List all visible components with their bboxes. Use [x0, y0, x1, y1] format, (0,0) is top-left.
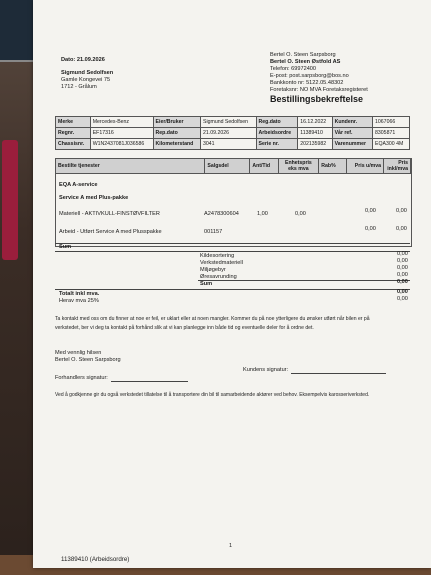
total-row-label: Sum: [200, 281, 213, 287]
line-item-ex: 0,00: [365, 208, 376, 214]
line-item-desc: Materiell - AKTIVKULL-FINSTØVFILTER: [59, 211, 160, 217]
line-item-unit: 0,00: [295, 211, 306, 217]
col-header: Pris u/mva: [347, 159, 384, 174]
contact-paragraph: verkstedet, ber vi deg ta kontakt på forhånd slik at vi kan planlegge inn både tid og eventuelle deler for å ordne det.: [55, 325, 314, 331]
customer-city: 1712 - Grålum: [61, 84, 97, 90]
lines-sum-label: Sum: [59, 244, 72, 250]
vehicle-value: Sigmund Sedolfsen: [201, 117, 257, 128]
vehicle-value: 11389410: [298, 128, 332, 139]
line-item-part: 001157: [204, 229, 223, 235]
table-row: [56, 139, 410, 150]
divider: [55, 251, 410, 252]
background-object: [2, 140, 18, 260]
vehicle-label: Chassisnr.: [56, 139, 91, 150]
dealer-phone: Telefon: 69972400: [270, 66, 317, 72]
table-row: [56, 117, 410, 128]
document-page: [33, 0, 431, 568]
vehicle-label: Serie nr.: [256, 139, 298, 150]
col-header: Salgsdel: [205, 159, 250, 174]
total-row-value: 0,00: [397, 265, 408, 271]
service-subgroup: Service A med Plus-pakke: [59, 195, 129, 201]
dealer-name: Bertel O. Steen Sarpsborg: [270, 52, 336, 58]
table-row: [56, 128, 410, 139]
dealer-signature-line: [111, 381, 188, 382]
vehicle-label: Kundenr.: [332, 117, 372, 128]
grand-total-label: Totalt inkl mva.: [59, 291, 100, 297]
line-item-inc: 0,00: [396, 208, 407, 214]
vehicle-value: 16.12.2022: [298, 117, 332, 128]
dealer-org: Foretaksnr: NO MVA Foretaksregisteret: [270, 87, 368, 93]
line-item-ex: 0,00: [365, 226, 376, 232]
vehicle-value: EF17316: [90, 128, 153, 139]
dealer-company: Bertel O. Steen Østfold AS: [270, 59, 341, 65]
vehicle-info-table: [55, 116, 410, 150]
divider: [198, 280, 410, 281]
vehicle-label: Regnr.: [56, 128, 91, 139]
dealer-bank: Bankkonto nr: 5122.05.48302: [270, 80, 344, 86]
vehicle-value: 3041: [201, 139, 257, 150]
vehicle-label: Rep.dato: [153, 128, 200, 139]
vehicle-value: 21.09.2026: [201, 128, 257, 139]
customer-name: Sigmund Sedolfsen: [61, 70, 114, 76]
greeting-org: Bertel O. Steen Sarpsborg: [55, 357, 121, 363]
col-header: Rab%: [319, 159, 347, 174]
document-title: Bestillingsbekreftelse: [270, 94, 364, 104]
vehicle-label: Reg.dato: [256, 117, 298, 128]
total-row-label: Verkstedmateriell: [200, 260, 243, 266]
vehicle-label: Kilometerstand: [153, 139, 200, 150]
col-header: Pris inkl/mva: [384, 159, 411, 174]
vehicle-label: Eier/Bruker: [153, 117, 200, 128]
col-header: Bestilte tjenester: [56, 159, 205, 174]
divider: [55, 289, 410, 290]
vehicle-label: Arbeidsordre: [256, 128, 298, 139]
dealer-signature-label: Forhandlers signatur:: [55, 375, 108, 381]
dealer-email: E-post: post.sarpsborg@bos.no: [270, 73, 349, 79]
greeting: Med vennlig hilsen: [55, 350, 102, 356]
total-row-value: 0,00: [397, 272, 408, 278]
line-item-inc: 0,00: [396, 226, 407, 232]
vehicle-value: 8305871: [373, 128, 410, 139]
line-item-qty: 1,00: [257, 211, 268, 217]
vehicle-label: Varenummer: [332, 139, 372, 150]
line-item-desc: Arbeid - Utført Service A med Plusspakke: [59, 229, 162, 235]
total-row-label: Kildesortering: [200, 253, 235, 259]
customer-street: Gamle Kongevei 75: [61, 77, 111, 83]
total-row-value: 0,00: [397, 279, 408, 285]
total-row-value: 0,00: [397, 258, 408, 264]
contact-paragraph: Ta kontakt med oss om du finner at noe er feil, er uklart eller at noen mangler. Kommer du på noe ytterligere du ønsker utført når bilen er på: [55, 316, 370, 322]
line-item-part: A2478300604: [204, 211, 239, 217]
document-date: Dato: 21.09.2026: [61, 57, 105, 63]
total-row-value: 0,00: [397, 251, 408, 257]
vehicle-value: EQA300 4M: [373, 139, 410, 150]
service-group: EQA A-service: [59, 182, 98, 188]
work-order-footer: 11389410 (Arbeidsordre): [61, 556, 130, 563]
total-row-label: Øresavrunding: [200, 274, 237, 280]
customer-signature-label: Kundens signatur:: [243, 367, 289, 373]
order-lines-header: [55, 158, 411, 174]
grand-total-value: 0,00: [397, 289, 408, 295]
col-header: Enhetspris eks mva: [278, 159, 319, 174]
divider: [55, 243, 410, 244]
table-header-row: [56, 159, 411, 174]
consent-text: Ved å godkjenne gir du også verkstedet tillatelse til å transportere din bil til samarbeidende aktører ved behov. Eksempelvis karosseriverksted.: [55, 392, 370, 398]
page-number: 1: [229, 543, 233, 549]
vehicle-label: Vår ref.: [332, 128, 372, 139]
vehicle-label: Merke: [56, 117, 91, 128]
vehicle-value: W1N2437081J036586: [90, 139, 153, 150]
vat-label: Herav mva 25%: [59, 298, 99, 304]
vat-value: 0,00: [397, 296, 408, 302]
vehicle-value: 1067066: [373, 117, 410, 128]
vehicle-value: Mercedes-Benz: [90, 117, 153, 128]
col-header: Ant/Tid: [250, 159, 278, 174]
vehicle-value: 202135982: [298, 139, 332, 150]
total-row-label: Miljøgebyr: [200, 267, 226, 273]
customer-signature-line: [291, 373, 386, 374]
